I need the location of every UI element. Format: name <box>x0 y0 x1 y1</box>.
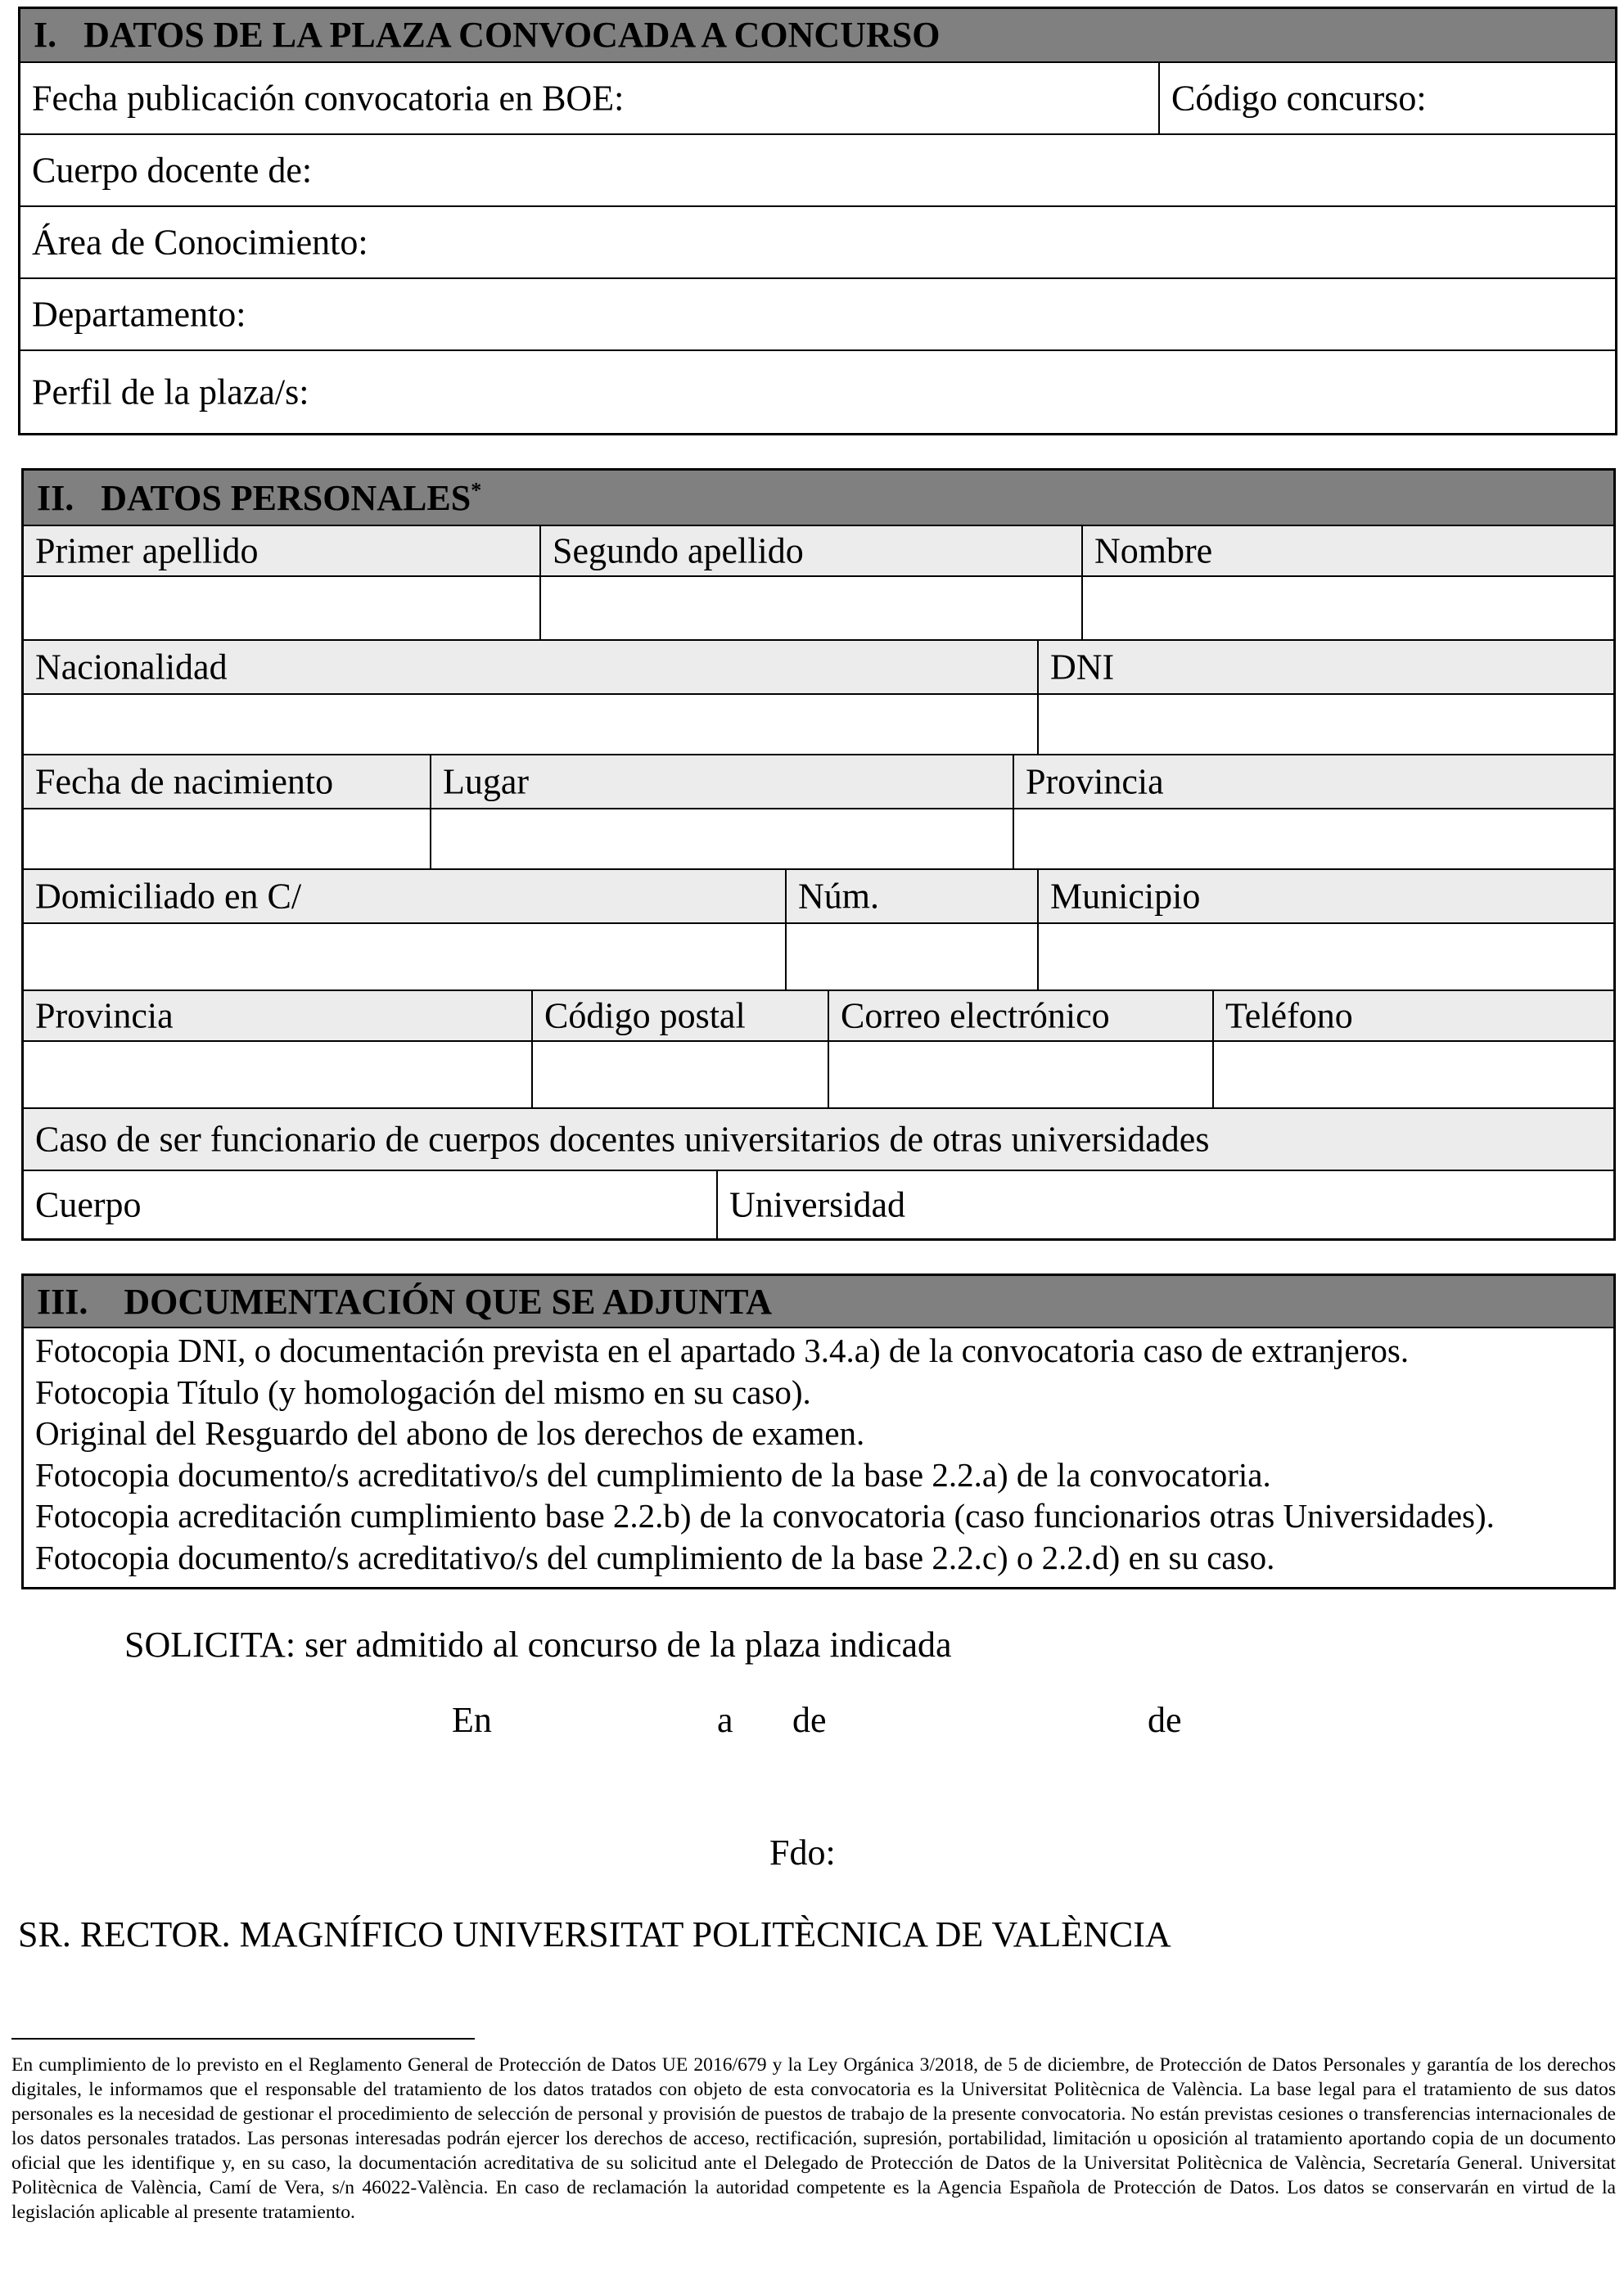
fecha-de-label: de <box>792 1700 827 1740</box>
row-cuerpo-docente[interactable] <box>20 135 1615 207</box>
numero-field[interactable] <box>787 924 1037 989</box>
provincia-nacimiento-label: Provincia <box>1026 761 1164 802</box>
telefono-label: Teléfono <box>1225 995 1353 1036</box>
row-nacimiento-inputs <box>24 809 1613 868</box>
perfil-plaza-label: Perfil de la plaza/s: <box>32 372 309 412</box>
firma-label[interactable]: Fdo: <box>769 1832 836 1873</box>
nombre-field[interactable] <box>1083 577 1615 639</box>
departamento-label: Departamento: <box>32 294 246 335</box>
row-perfil-plaza[interactable] <box>20 351 1615 433</box>
row-contacto-inputs <box>24 1042 1613 1107</box>
section-datos-title: DATOS PERSONALES <box>101 478 471 518</box>
municipio-field[interactable] <box>1039 924 1612 989</box>
row-nacionalidad-labels <box>24 639 1613 695</box>
nacionalidad-field[interactable] <box>24 695 1037 754</box>
list-item: Fotocopia documento/s acreditativo/s del cumplimiento de la base 2.2.a) de la convocatoria. <box>35 1455 1271 1494</box>
footnote-marker: * <box>471 478 482 503</box>
funcionario-label: Caso de ser funcionario de cuerpos docentes universitarios de otras universidades <box>35 1119 1210 1160</box>
row-nombre-labels <box>24 526 1613 577</box>
row-nacimiento-labels <box>24 754 1613 809</box>
cuerpo-field[interactable] <box>24 1171 716 1238</box>
row-divider <box>1158 63 1160 133</box>
fecha-nacimiento-field[interactable] <box>24 809 430 868</box>
row-contacto-labels <box>24 989 1613 1042</box>
section-plaza-header <box>20 9 1615 63</box>
fecha-de-anio-label: de <box>1148 1700 1182 1740</box>
list-item: Fotocopia DNI, o documentación prevista en el apartado 3.4.a) de la convocatoria caso de extranjeros. <box>35 1332 1410 1369</box>
dni-field[interactable] <box>1039 695 1612 754</box>
lugar-label: Lugar <box>443 761 530 802</box>
municipio-label: Municipio <box>1050 876 1201 917</box>
segundo-apellido-label: Segundo apellido <box>553 530 804 571</box>
domicilio-label: Domiciliado en C/ <box>35 876 302 917</box>
provincia-field[interactable] <box>24 1042 531 1107</box>
destinatario-text: SR. RECTOR. MAGNÍFICO UNIVERSITAT POLITÈCNICA DE VALÈNCIA <box>18 1914 1171 1954</box>
codigo-postal-label: Código postal <box>544 995 746 1036</box>
section-datos-personales-header <box>24 471 1613 526</box>
section-datos-number: II. <box>37 478 74 518</box>
fecha-a-label: a <box>717 1700 733 1740</box>
documentos-list <box>35 1330 1495 1578</box>
row-area-conocimiento[interactable] <box>20 207 1615 279</box>
row-cuerpo-universidad <box>24 1171 1613 1238</box>
provincia-nacimiento-field[interactable] <box>1014 809 1612 868</box>
area-conocimiento-label: Área de Conocimiento: <box>32 222 368 263</box>
list-item: Fotocopia acreditación cumplimiento base 2.2.b) de la convocatoria (caso funcionarios otras Universidades). <box>35 1497 1495 1535</box>
row-nacionalidad-inputs <box>24 695 1613 754</box>
segundo-apellido-field[interactable] <box>541 577 1081 639</box>
universidad-label: Universidad <box>729 1184 906 1225</box>
row-domicilio-inputs <box>24 924 1613 989</box>
codigo-postal-field[interactable] <box>533 1042 828 1107</box>
row-domicilio-labels <box>24 868 1613 924</box>
lugar-en-label: En <box>452 1700 492 1740</box>
section-doc-title: DOCUMENTACIÓN QUE SE ADJUNTA <box>124 1282 773 1322</box>
cuerpo-label: Cuerpo <box>35 1184 142 1225</box>
row-departamento[interactable] <box>20 279 1615 351</box>
list-item: Fotocopia documento/s acreditativo/s del cumplimiento de la base 2.2.c) o 2.2.d) en su caso. <box>35 1538 1275 1576</box>
section-documentacion <box>21 1273 1616 1589</box>
primer-apellido-label: Primer apellido <box>35 530 259 571</box>
numero-label: Núm. <box>798 876 879 917</box>
section-plaza-title: DATOS DE LA PLAZA CONVOCADA A CONCURSO <box>83 15 941 55</box>
correo-label: Correo electrónico <box>841 995 1110 1036</box>
list-item: Original del Resguardo del abono de los derechos de examen. <box>35 1414 865 1452</box>
row-funcionario <box>24 1107 1613 1171</box>
solicita-text: SOLICITA: ser admitido al concurso de la plaza indicada <box>124 1625 952 1665</box>
dni-label: DNI <box>1050 647 1115 687</box>
section-documentacion-header <box>24 1276 1613 1328</box>
list-item: Fotocopia Título (y homologación del mismo en su caso). <box>35 1373 811 1411</box>
telefono-field[interactable] <box>1214 1042 1615 1107</box>
lugar-field[interactable] <box>431 809 1013 868</box>
primer-apellido-field[interactable] <box>24 577 539 639</box>
cuerpo-docente-label: Cuerpo docente de: <box>32 150 313 191</box>
correo-field[interactable] <box>829 1042 1212 1107</box>
domicilio-field[interactable] <box>24 924 785 989</box>
nacionalidad-label: Nacionalidad <box>35 647 228 687</box>
provincia-label: Provincia <box>35 995 174 1036</box>
universidad-field[interactable] <box>718 1171 1615 1238</box>
section-plaza-number: I. <box>34 15 57 55</box>
nombre-label: Nombre <box>1094 530 1213 571</box>
section-datos-personales <box>21 468 1616 1241</box>
section-doc-number: III. <box>37 1282 88 1322</box>
row-nombre-inputs <box>24 577 1613 639</box>
row-fecha-boe <box>20 63 1615 135</box>
codigo-concurso-label: Código concurso: <box>1171 78 1427 119</box>
footnote-proteccion-datos: En cumplimiento de lo previsto en el Reglamento General de Protección de Datos UE 2016/679 y la Ley Orgánica 3/2018, de 5 de diciembre, de Protección de Datos Personales y garantía de los derechos digitales, le informamos que el responsable del tratamiento de los datos tratados con objeto de esta convocatoria es la Universitat Politècnica de València. La base legal para el tratamiento de sus datos personales es la necesidad de gestionar el procedimiento de selección de personal y provisión de puestos de trabajo de la presente convocatoria. No están previstas cesiones o transferencias internacionales de los datos personales tratados. Las personas interesadas podrán ejercer los derechos de acceso, rectificación, supresión, portabilidad, limitación u oposición al tratamiento aportando copia de un documento oficial que les identifique y, en su caso, la documentación acreditativa de su solicitud ante el Delegado de Protección de Datos de la Universitat Politècnica de València, Secretaría General. Universitat Politècnica de València, Camí de Vera, s/n 46022-València. En caso de reclamación la autoridad competente es la Agencia Española de Protección de Datos. Los datos se conservarán en virtud de la legislación aplicable al presente tratamiento. <box>11 2054 1616 2223</box>
footnote-separator <box>11 2038 475 2040</box>
section-plaza <box>18 7 1617 435</box>
fecha-nacimiento-label: Fecha de nacimiento <box>35 761 334 802</box>
fecha-boe-label: Fecha publicación convocatoria en BOE: <box>32 78 625 119</box>
